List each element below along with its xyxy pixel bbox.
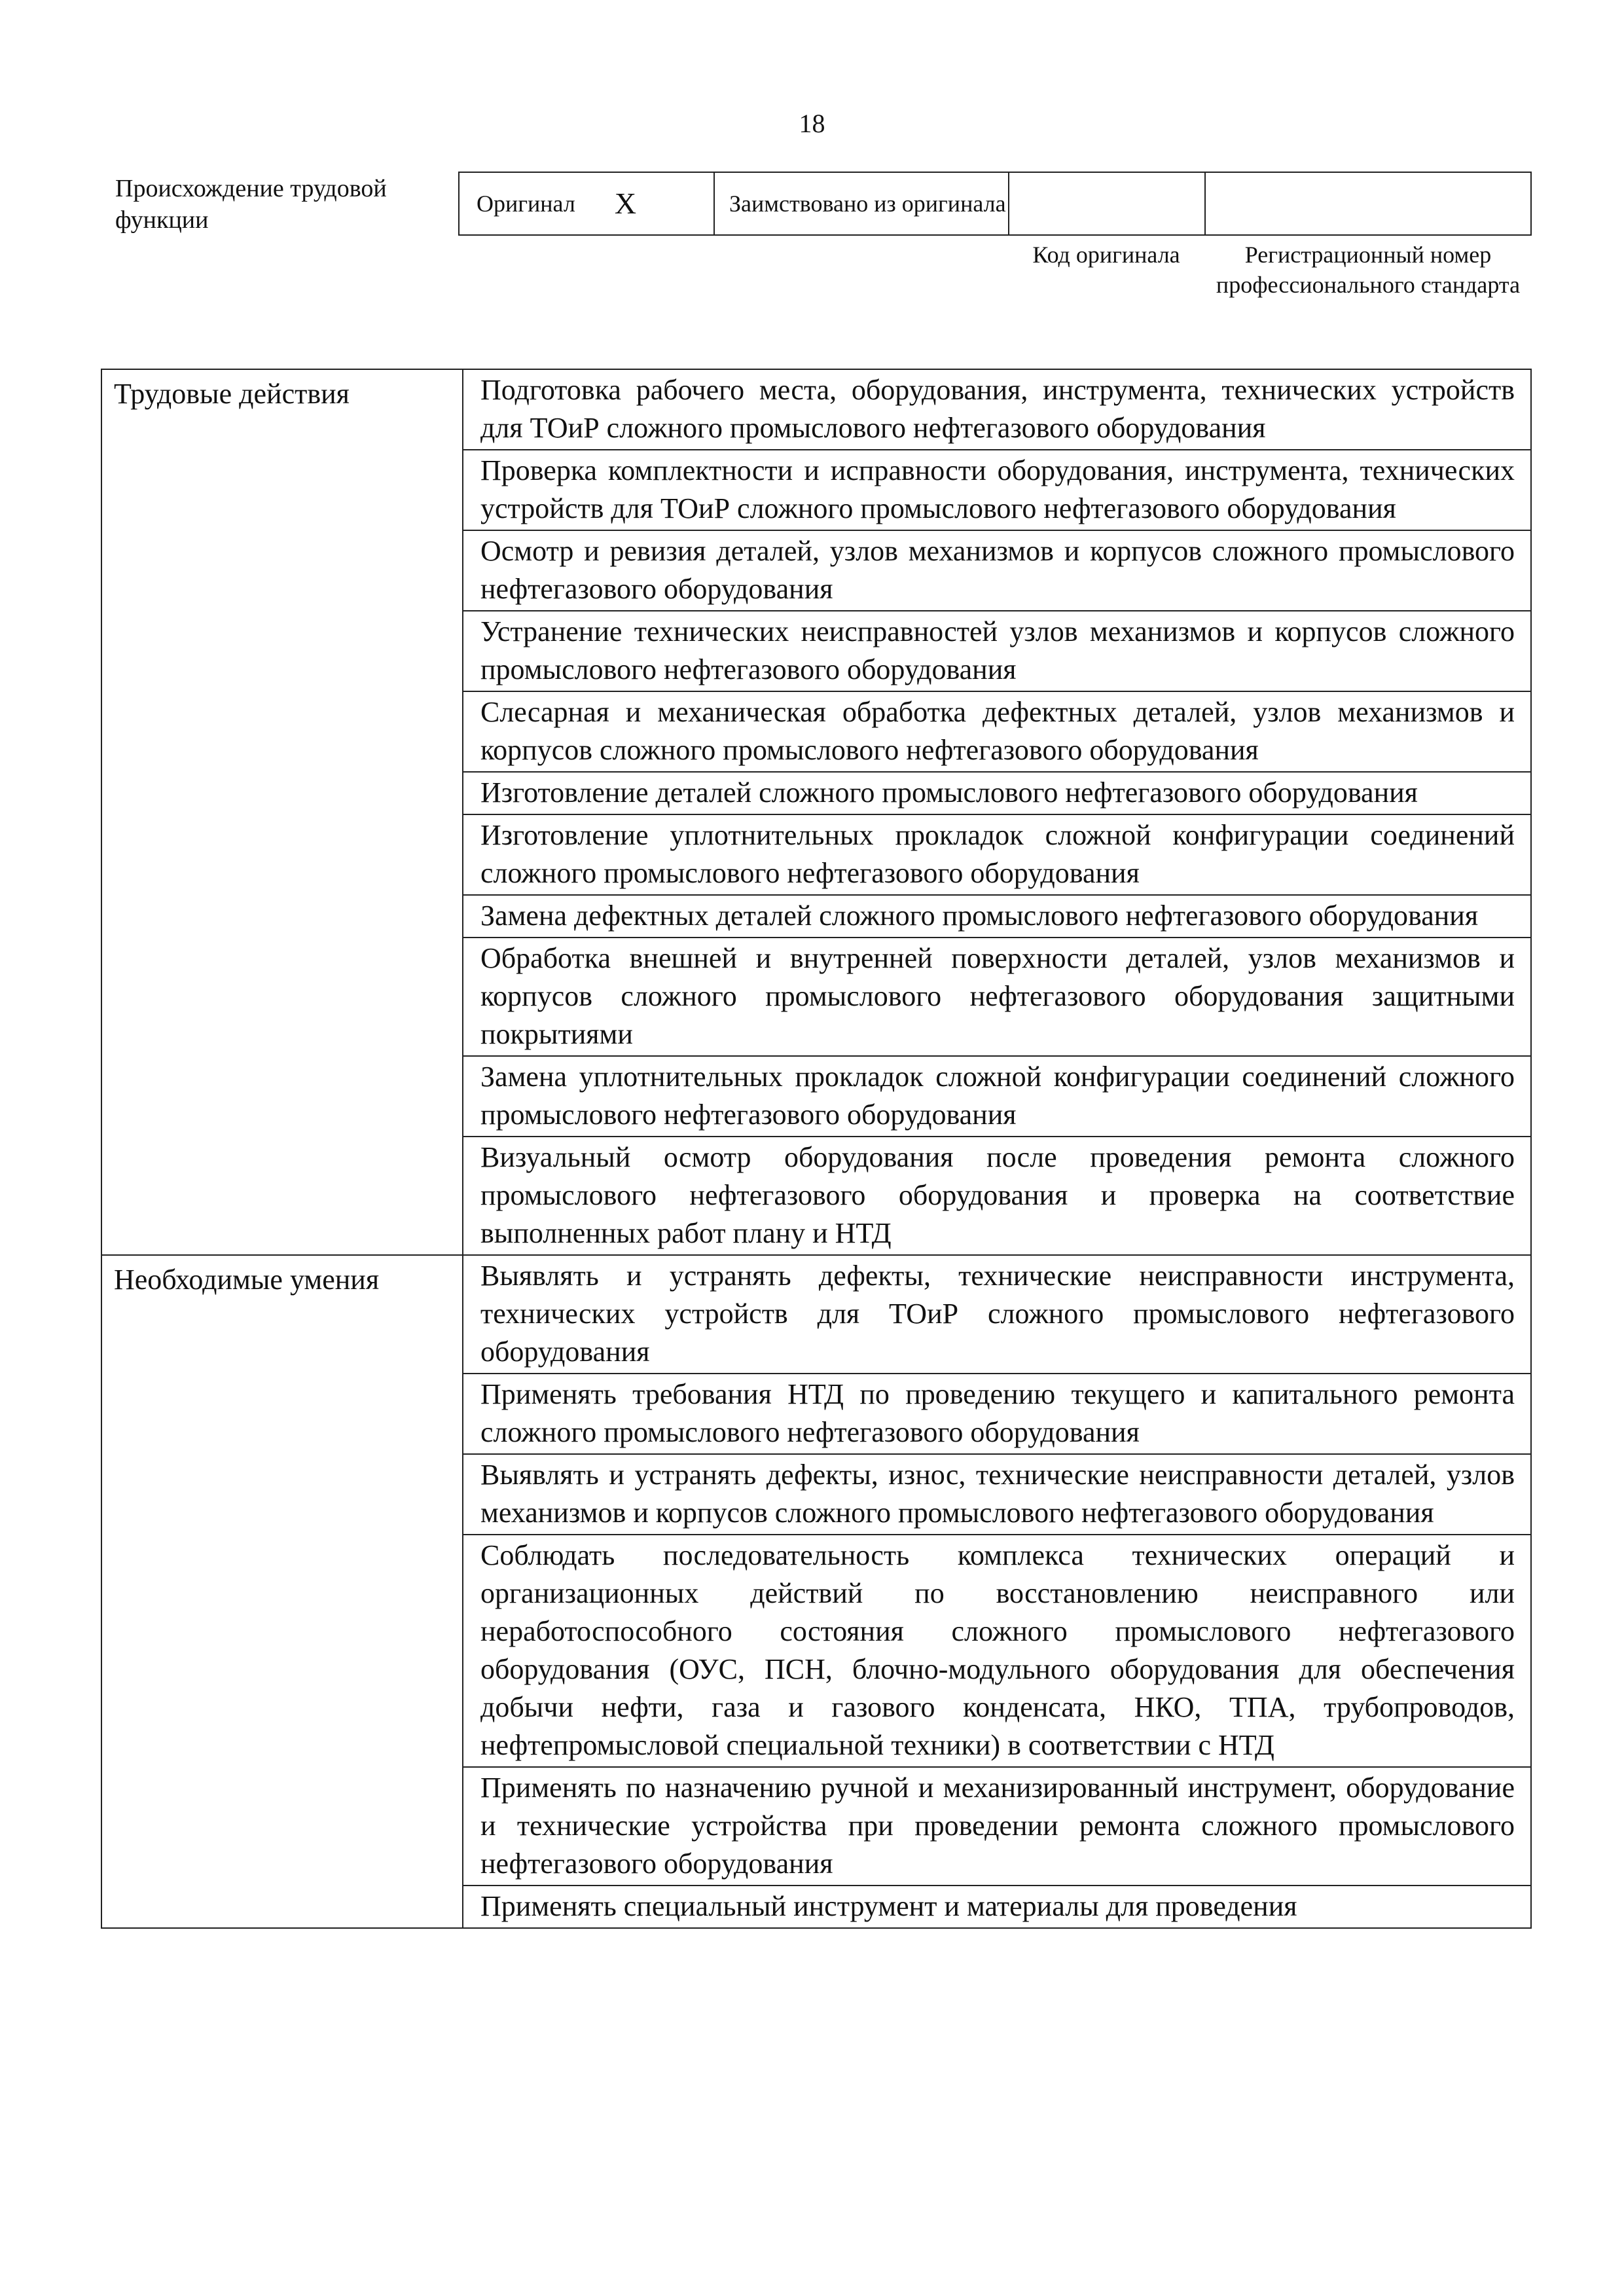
table-row: Применять требования НТД по проведению текущего и капитального ремонта сложного промыслового нефтегазового оборудования [463,1374,1530,1455]
table-row: Подготовка рабочего места, оборудования, инструмента, технических устройств для ТОиР сложного промыслового нефтегазового оборудования [463,370,1530,450]
section-title: Необходимые умения [102,1256,463,1927]
table-row: Осмотр и ревизия деталей, узлов механизмов и корпусов сложного промыслового нефтегазового оборудования [463,531,1530,611]
table-row: Замена дефектных деталей сложного промыслового нефтегазового оборудования [463,896,1530,938]
table-row: Слесарная и механическая обработка дефектных деталей, узлов механизмов и корпусов сложного промыслового нефтегазового оборудования [463,692,1530,773]
registration-caption: Регистрационный номер профессионального стандарта [1216,242,1521,298]
original-mark: X [614,187,637,220]
registration-cell [1206,173,1530,234]
origin-box [458,172,1532,236]
section-labor-actions [102,370,1530,1256]
section-title: Трудовые действия [102,370,463,1254]
borrowed-label: Заимствовано из оригинала [729,191,1006,217]
code-caption: Код оригинала [1032,242,1180,268]
table-row: Применять по назначению ручной и механизированный инструмент, оборудование и технические устройства при проведении ремонта сложного промыслового нефтегазового оборудования [463,1768,1530,1886]
table-row: Выявлять и устранять дефекты, технические неисправности инструмента, технических устройств для ТОиР сложного промыслового нефтегазового оборудования [463,1256,1530,1374]
original-cell [460,173,715,234]
section-items [463,1256,1530,1927]
table-row: Изготовление уплотнительных прокладок сложной конфигурации соединений сложного промыслового нефтегазового оборудования [463,815,1530,896]
functions-table [101,369,1532,1929]
table-row: Применять специальный инструмент и материалы для проведения [480,1890,1297,1922]
table-row: Соблюдать последовательность комплекса технических операций и организационных действий по восстановлению неисправного или неработоспособного состояния сложного промыслового нефтегазового оборудования (ОУС, ПСН, блочно-модульного оборудования для обеспечения добычи нефти, газа и газового конденсата, НКО, ТПА, трубопроводов, нефтепромысловой специальной техники) в соответствии с НТД [463,1535,1530,1768]
table-row: Визуальный осмотр оборудования после проведения ремонта сложного промыслового нефтегазового оборудования и проверка на соответствие выполненных работ плану и НТД [480,1141,1515,1249]
table-row: Обработка внешней и внутренней поверхности деталей, узлов механизмов и корпусов сложного промыслового нефтегазового оборудования защитными покрытиями [463,938,1530,1057]
code-cell [1009,173,1206,234]
table-row: Устранение технических неисправностей узлов механизмов и корпусов сложного промыслового нефтегазового оборудования [463,611,1530,692]
table-row: Проверка комплектности и исправности оборудования, инструмента, технических устройств для ТОиР сложного промыслового нефтегазового оборудования [463,450,1530,531]
section-required-skills [102,1256,1530,1927]
table-row: Изготовление деталей сложного промыслового нефтегазового оборудования [463,773,1530,815]
borrowed-cell [715,173,1009,234]
table-row: Выявлять и устранять дефекты, износ, технические неисправности деталей, узлов механизмов и корпусов сложного промыслового нефтегазового оборудования [463,1455,1530,1535]
table-row: Замена уплотнительных прокладок сложной конфигурации соединений сложного промыслового нефтегазового оборудования [463,1057,1530,1137]
section-items [463,370,1530,1254]
original-label: Оригинал [477,191,575,217]
page-number: 18 [799,109,825,138]
origin-label: Происхождение трудовой функции [115,175,387,234]
